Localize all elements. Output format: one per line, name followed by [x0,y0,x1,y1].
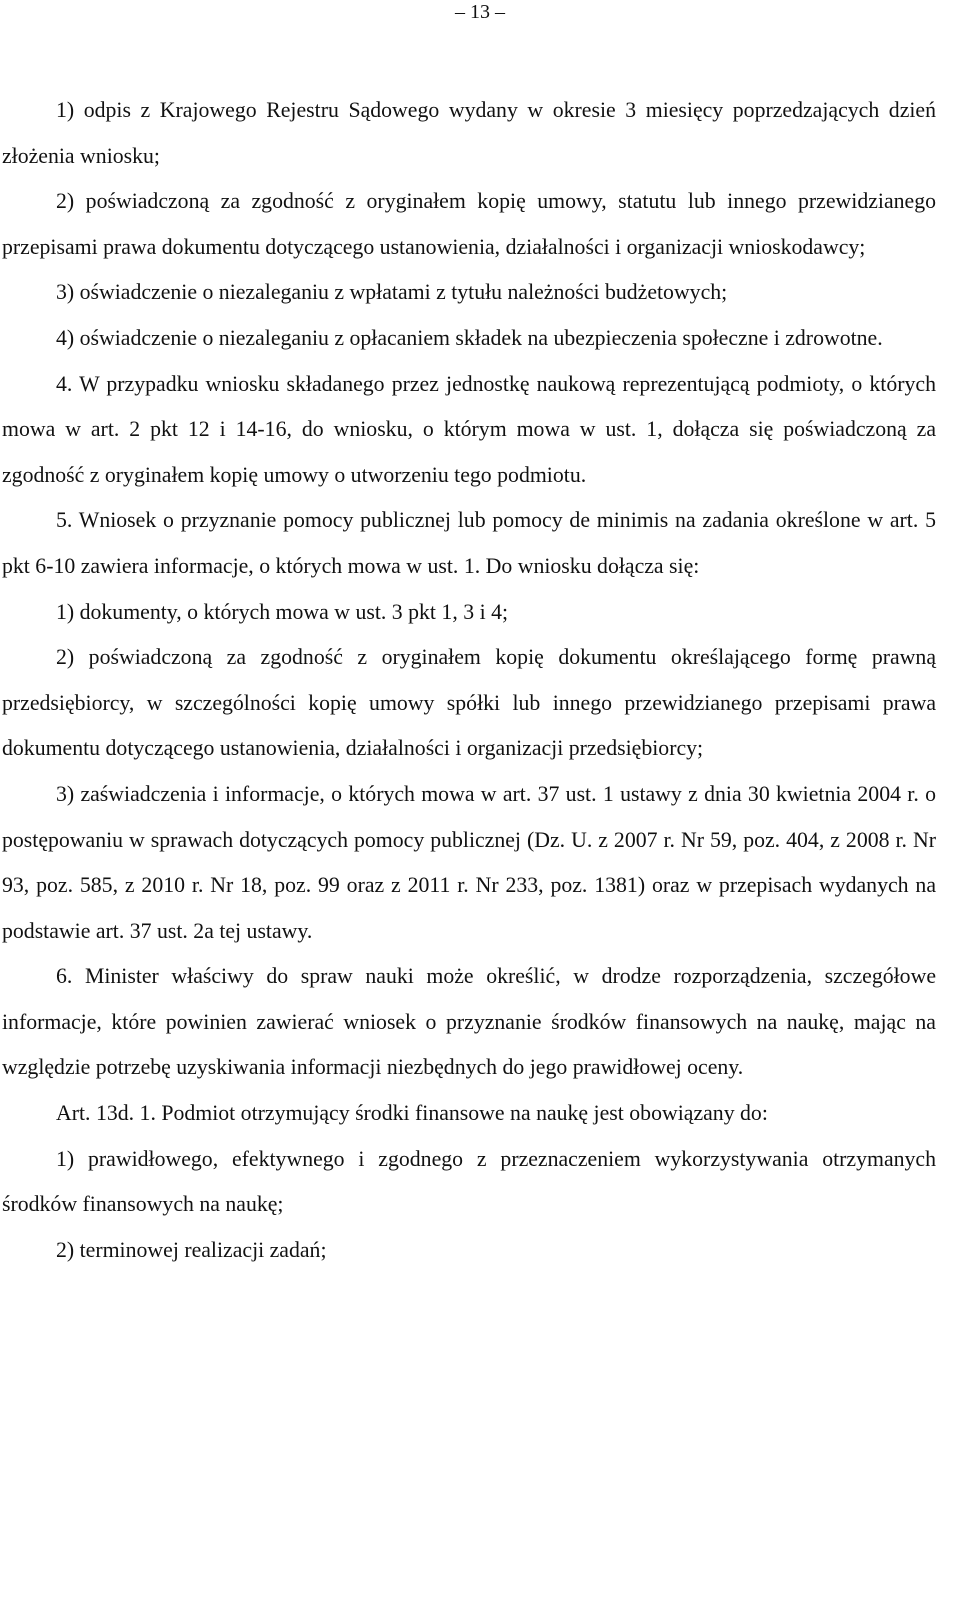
paragraph-section-5-item-2: 2) poświadczoną za zgodność z oryginałem kopię dokumentu określającego formę prawną przedsiębiorcy, w szczególności kopię umowy spółki lub innego przewidzianego przepisami prawa dokumentu dotyczącego ustanowienia, działalności i organizacji przedsiębiorcy; [2,645,936,761]
paragraph-section-6: 6. Minister właściwy do spraw nauki może określić, w drodze rozporządzenia, szczegółowe informacje, które powinien zawierać wniosek o przyznanie środków finansowych na naukę, mając na względzie potrzebę uzyskiwania informacji niezbędnych do jego prawidłowej oceny. [2,964,936,1080]
paragraph-item-3-oswiadczenie-budzetowe: 3) oświadczenie o niezaleganiu z wpłatami z tytułu należności budżetowych; [56,280,728,305]
paragraph-section-5-item-3: 3) zaświadczenia i informacje, o których mowa w art. 37 ust. 1 ustawy z dnia 30 kwietnia 2004 r. o postępowaniu w sprawach dotyczących pomocy publicznej (Dz. U. z 2007 r. Nr 59, poz. 404, z 2008 r. Nr 93, poz. 585, z 2010 r. Nr 18, poz. 99 oraz z 2011 r. Nr 233, poz. 1381) oraz w przepisach wydanych na podstawie art. 37 ust. 2a tej ustawy. [2,781,936,943]
paragraph-item-1-odpis: 1) odpis z Krajowego Rejestru Sądowego wydany w okresie 3 miesięcy poprzedzających dzień złożenia wniosku; [2,98,936,168]
paragraph-section-5: 5. Wniosek o przyznanie pomocy publicznej lub pomocy de minimis na zadania określone w art. 5 pkt 6-10 zawiera informacje, o których mowa w ust. 1. Do wniosku dołącza się: [2,508,936,578]
paragraph-article-13d-item-1: 1) prawidłowego, efektywnego i zgodnego z przeznaczeniem wykorzystywania otrzymanych środków finansowych na naukę; [2,1146,936,1217]
paragraph-section-5-item-1: 1) dokumenty, o których mowa w ust. 3 pkt 1, 3 i 4; [56,599,509,624]
paragraph-item-4-oswiadczenie-skladki: 4) oświadczenie o niezaleganiu z opłacaniem składek na ubezpieczenia społeczne i zdrowotne. [56,325,883,350]
paragraph-item-2-kopia-umowy: 2) poświadczoną za zgodność z oryginałem kopię umowy, statutu lub innego przewidzianego przepisami prawa dokumentu dotyczącego ustanowienia, działalności i organizacji wnioskodawcy; [2,189,936,259]
page-number: – 13 – [455,1,505,23]
paragraph-article-13d: Art. 13d. 1. Podmiot otrzymujący środki finansowe na naukę jest obowiązany do: [56,1101,768,1126]
paragraph-section-4: 4. W przypadku wniosku składanego przez jednostkę naukową reprezentującą podmioty, o których mowa w art. 2 pkt 12 i 14-16, do wniosku, o którym mowa w ust. 1, dołącza się poświadczoną za zgodność z oryginałem kopię umowy o utworzeniu tego podmiotu. [2,371,936,487]
paragraph-article-13d-item-2: 2) terminowej realizacji zadań; [56,1237,327,1262]
document-body [2,88,936,1273]
